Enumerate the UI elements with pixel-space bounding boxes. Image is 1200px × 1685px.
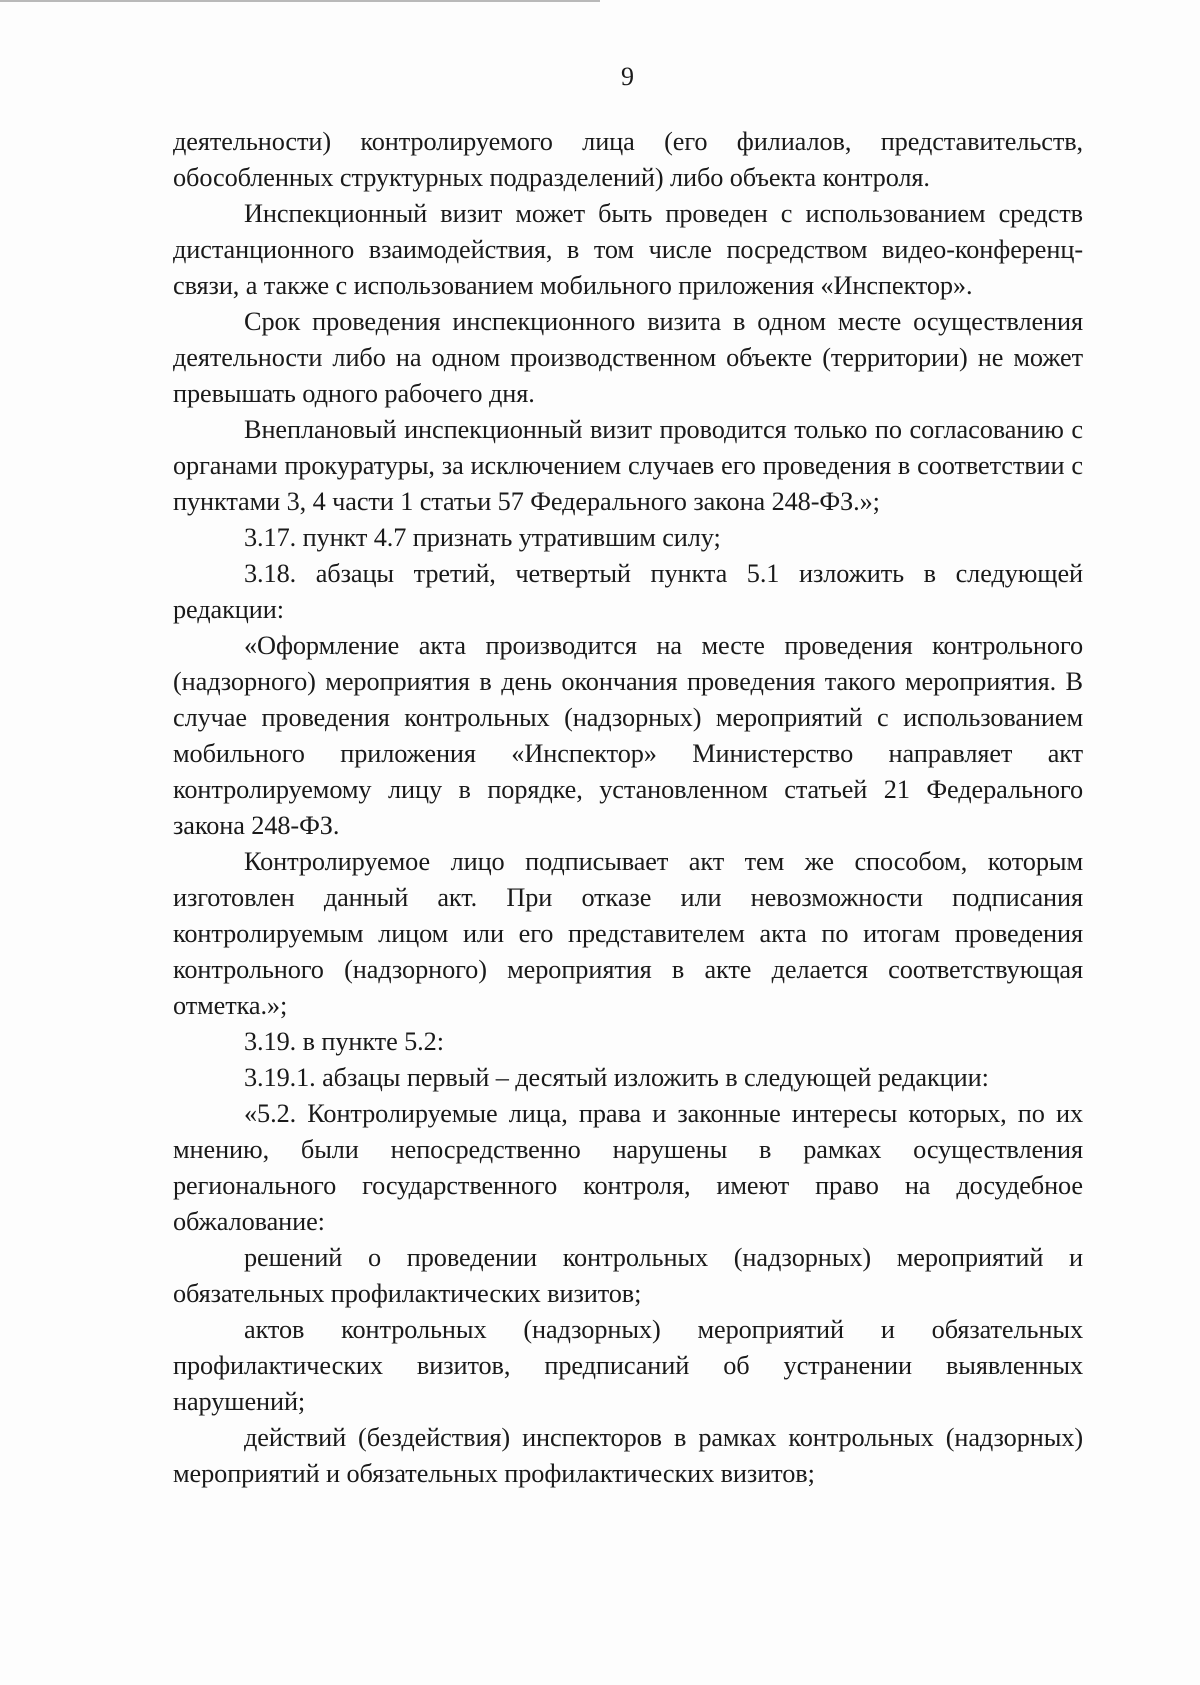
paragraph-continuation: деятельности) контролируемого лица (его филиалов, представительств, обособленных структурных подразделений) либо объекта контроля. [173, 127, 1083, 192]
paragraph: 3.17. пункт 4.7 признать утратившим силу; [244, 523, 721, 552]
paragraph: Инспекционный визит может быть проведен с использованием средств дистанционного взаимодействия, в том числе посредством видео-конференц-связи, а также с использованием мобильного приложения «Инспектор». [173, 199, 1083, 300]
paragraph: действий (бездействия) инспекторов в рамках контрольных (надзорных) мероприятий и обязательных профилактических визитов; [173, 1423, 1083, 1488]
paragraph: Контролируемое лицо подписывает акт тем же способом, которым изготовлен данный акт. При отказе или невозможности подписания контролируемым лицом или его представителем акта по итогам проведения контрольного (надзорного) мероприятия в акте делается соответствующая отметка.»; [173, 847, 1083, 1020]
paragraph: «5.2. Контролируемые лица, права и законные интересы которых, по их мнению, были непосредственно нарушены в рамках осуществления регионального государственного контроля, имеют право на досудебное обжалование: [173, 1099, 1083, 1236]
paragraph: актов контрольных (надзорных) мероприятий и обязательных профилактических визитов, предписаний об устранении выявленных нарушений; [173, 1315, 1083, 1416]
paragraph: 3.19.1. абзацы первый – десятый изложить в следующей редакции: [244, 1063, 989, 1092]
paragraph: Срок проведения инспекционного визита в одном месте осуществления деятельности либо на одном производственном объекте (территории) не может превышать одного рабочего дня. [173, 307, 1083, 408]
paragraph: «Оформление акта производится на месте проведения контрольного (надзорного) мероприятия в день окончания проведения такого мероприятия. В случае проведения контрольных (надзорных) мероприятий с использованием мобильного приложения «Инспектор» Министерство направляет акт контролируемому лицу в порядке, установленном статьей 21 Федерального закона 248-ФЗ. [173, 631, 1083, 840]
scan-top-edge [0, 0, 600, 2]
paragraph: 3.19. в пункте 5.2: [244, 1027, 444, 1056]
paragraph: решений о проведении контрольных (надзорных) мероприятий и обязательных профилактических визитов; [173, 1243, 1083, 1308]
paragraph: 3.18. абзацы третий, четвертый пункта 5.1 изложить в следующей редакции: [173, 559, 1083, 624]
page-number: 9 [621, 62, 634, 91]
paragraph: Внеплановый инспекционный визит проводится только по согласованию с органами прокуратуры, за исключением случаев его проведения в соответствии с пунктами 3, 4 части 1 статьи 57 Федерального закона 248-ФЗ.»; [173, 415, 1083, 516]
document-body [173, 124, 1083, 1492]
